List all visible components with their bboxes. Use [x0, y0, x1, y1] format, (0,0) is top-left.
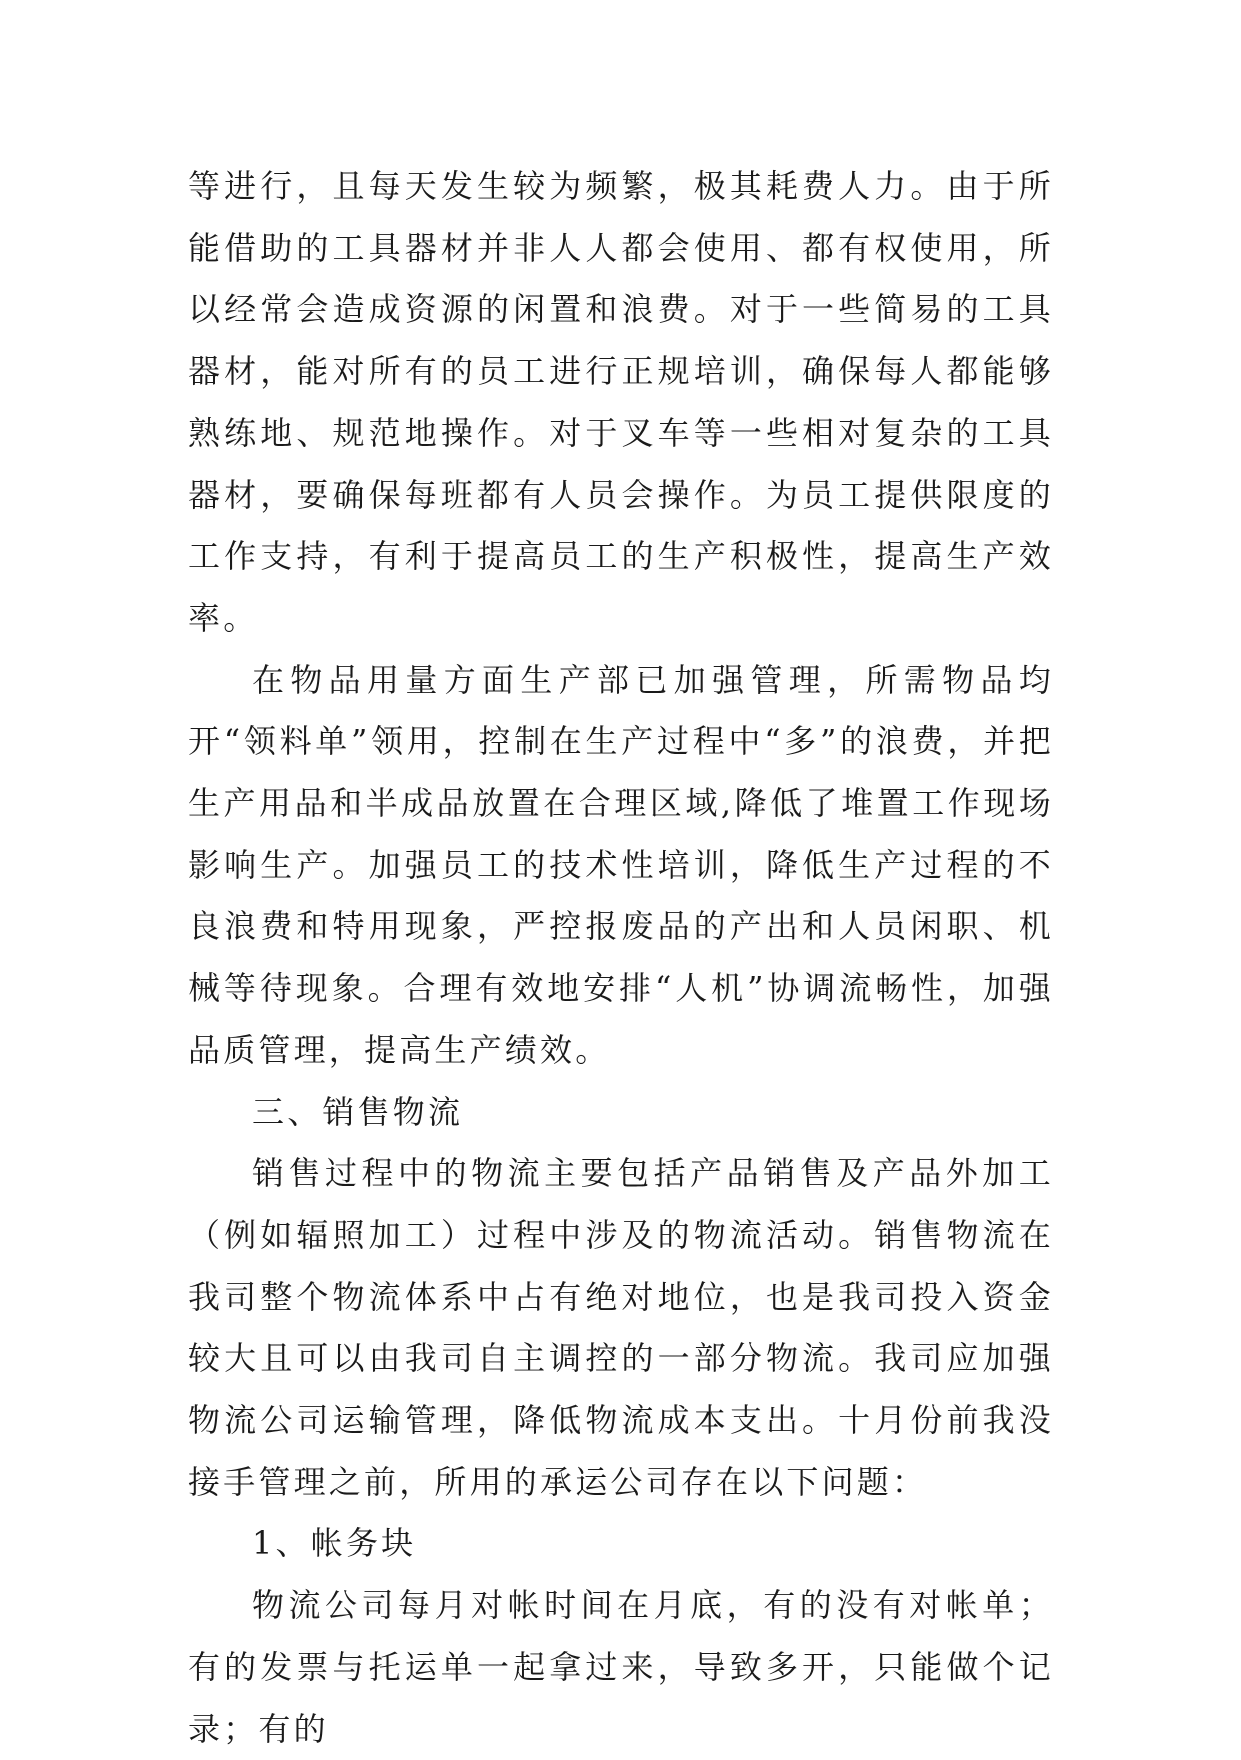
- paragraph-1: 等进行，且每天发生较为频繁，极其耗费人力。由于所能借助的工具器材并非人人都会使用、都有权使用，所以经常会造成资源的闲置和浪费。对于一些简易的工具器材，能对所有的员工进行正规培训，确保每人都能够熟练地、规范地操作。对于叉车等一些相对复杂的工具器材，要确保每班都有人员会操作。为员工提供限度的工作支持，有利于提高员工的生产积极性，提高生产效率。: [188, 167, 1054, 637]
- document-body: [188, 156, 1054, 1760]
- section-heading: 三、销售物流: [252, 1092, 464, 1131]
- paragraph-2: 在物品用量方面生产部已加强管理，所需物品均开“领料单”领用，控制在生产过程中“多”的浪费，并把生产用品和半成品放置在合理区域,降低了堆置工作现场影响生产。加强员工的技术性培训，降低生产过程的不良浪费和特用现象，严控报废品的产出和人员闲职、机械等待现象。合理有效地安排“人机”协调流畅性，加强品质管理，提高生产绩效。: [188, 660, 1054, 1069]
- subsection-heading: 1、帐务块: [252, 1524, 417, 1563]
- paragraph-4: 物流公司每月对帐时间在月底，有的没有对帐单；有的发票与托运单一起拿过来，导致多开，只能做个记录；有的: [188, 1586, 1054, 1748]
- paragraph-3: 销售过程中的物流主要包括产品销售及产品外加工（例如辐照加工）过程中涉及的物流活动。销售物流在我司整个物流体系中占有绝对地位，也是我司投入资金较大且可以由我司自主调控的一部分物流。我司应加强物流公司运输管理，降低物流成本支出。十月份前我没接手管理之前，所用的承运公司存在以下问题：: [188, 1154, 1054, 1501]
